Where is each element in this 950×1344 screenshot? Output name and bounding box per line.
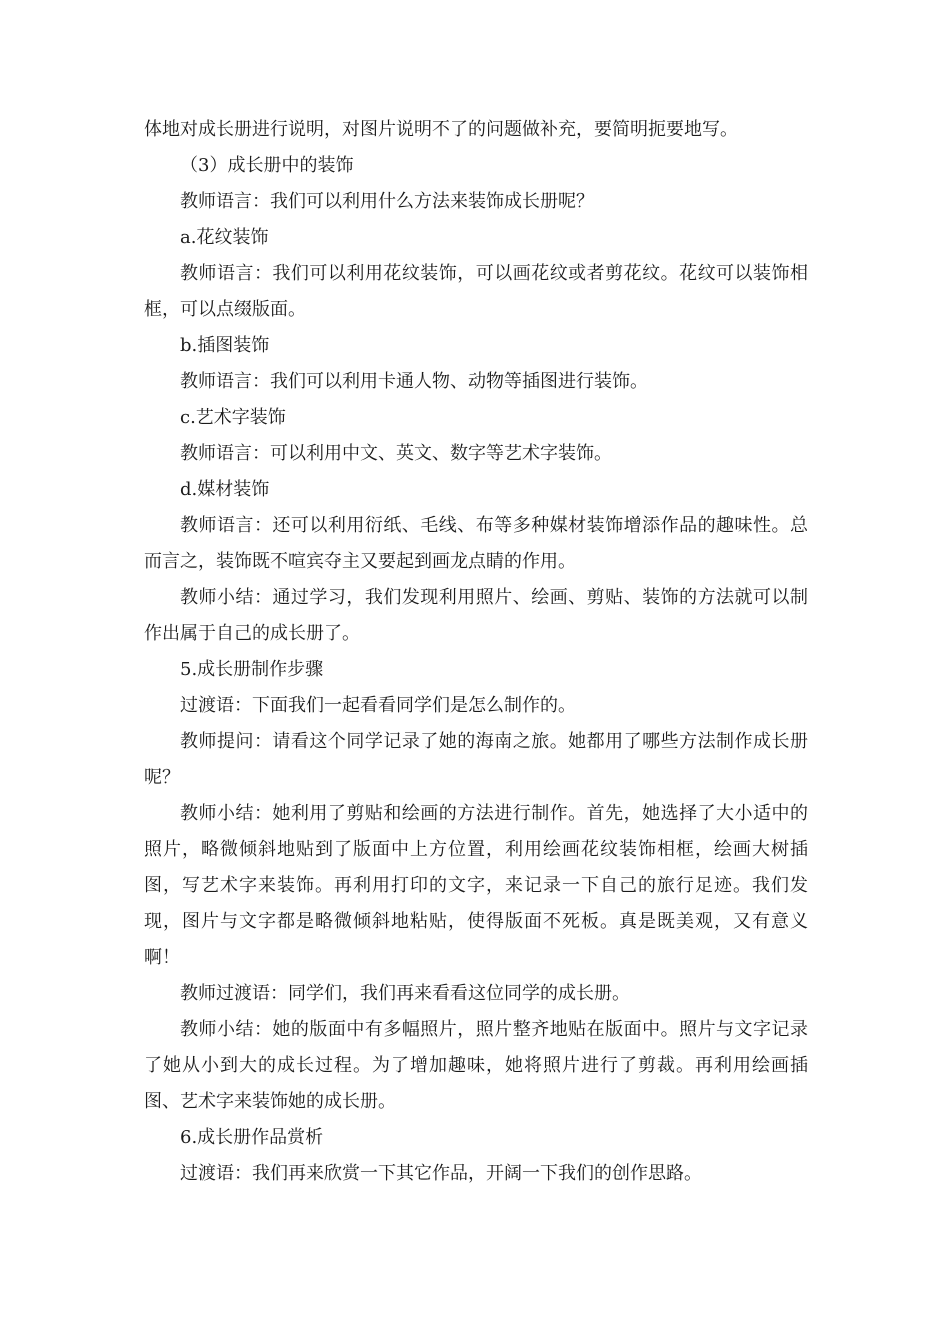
paragraph-teacher-summary: 教师小结：她的版面中有多幅照片，照片整齐地贴在版面中。照片与文字记录了她从小到大的成长过程。为了增加趣味，她将照片进行了剪裁。再利用绘画插图、艺术字来装饰她的成长册。 (144, 1019, 808, 1112)
paragraph-teacher-language: 教师语言：还可以利用衍纸、毛线、布等多种媒材装饰增添作品的趣味性。总而言之，装饰既不喧宾夺主又要起到画龙点睛的作用。 (144, 515, 808, 572)
subheading-pattern-decoration: a.花纹装饰 (180, 227, 269, 248)
section-heading-steps: 5.成长册制作步骤 (180, 659, 324, 680)
paragraph-teacher-language: 教师语言：可以利用中文、英文、数字等艺术字装饰。 (180, 443, 612, 464)
paragraph-teacher-summary: 教师小结：通过学习，我们发现利用照片、绘画、剪贴、装饰的方法就可以制作出属于自己的成长册了。 (144, 587, 808, 644)
section-heading-decoration: （3）成长册中的装饰 (180, 155, 354, 176)
paragraph-teacher-transition: 教师过渡语：同学们，我们再来看看这位同学的成长册。 (180, 983, 630, 1004)
subheading-illustration-decoration: b.插图装饰 (180, 335, 270, 356)
subheading-art-text-decoration: c.艺术字装饰 (180, 407, 286, 428)
section-heading-appreciation: 6.成长册作品赏析 (180, 1127, 324, 1148)
document-body (144, 112, 808, 1192)
paragraph-teacher-language: 教师语言：我们可以利用花纹装饰，可以画花纹或者剪花纹。花纹可以装饰相框，可以点缀版面。 (144, 263, 808, 320)
paragraph-teacher-question: 教师提问：请看这个同学记录了她的海南之旅。她都用了哪些方法制作成长册呢？ (144, 731, 808, 788)
paragraph-continuation: 体地对成长册进行说明，对图片说明不了的问题做补充，要简明扼要地写。 (144, 119, 738, 140)
paragraph-teacher-language: 教师语言：我们可以利用什么方法来装饰成长册呢？ (180, 191, 594, 212)
paragraph-transition: 过渡语：下面我们一起看看同学们是怎么制作的。 (180, 695, 576, 716)
subheading-media-decoration: d.媒材装饰 (180, 479, 270, 500)
paragraph-teacher-summary: 教师小结：她利用了剪贴和绘画的方法进行制作。首先，她选择了大小适中的照片，略微倾斜地贴到了版面中上方位置，利用绘画花纹装饰相框，绘画大树插图，写艺术字来装饰。再利用打印的文字，来记录一下自己的旅行足迹。我们发现，图片与文字都是略微倾斜地粘贴，使得版面不死板。真是既美观，又有意义啊！ (144, 803, 808, 968)
paragraph-teacher-language: 教师语言：我们可以利用卡通人物、动物等插图进行装饰。 (180, 371, 648, 392)
paragraph-transition: 过渡语：我们再来欣赏一下其它作品，开阔一下我们的创作思路。 (180, 1163, 702, 1184)
